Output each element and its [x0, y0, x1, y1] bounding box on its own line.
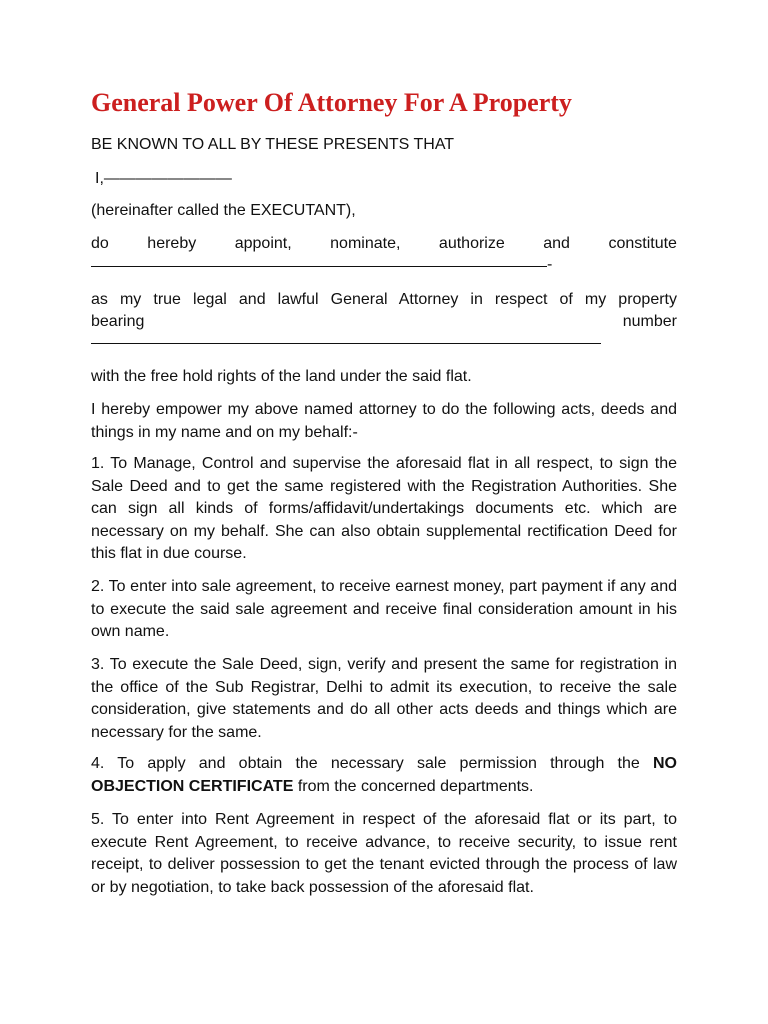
clause-3: 3. To execute the Sale Deed, sign, verify and present the same for registration in the office of the Sub Registrar, Delhi to admit its execution, to receive the sale consideration, give statements and do all other acts deeds and things which are necessary for the same. [91, 656, 677, 741]
appoint-word: constitute [608, 235, 677, 252]
blank-rule [91, 343, 601, 344]
appoint-word: appoint, [234, 235, 292, 252]
clause-5: 5. To enter into Rent Agreement in respect of the aforesaid flat or its part, to execute Rent Agreement, to receive advance, to receive security, to issue rent receipt, to deliver possession to get the tenant evicted through the process of law or by negotiation, to take back possession of the aforesaid flat. [91, 811, 677, 896]
property-number-blank [91, 343, 601, 344]
empower-paragraph: I hereby empower my above named attorney to do the following acts, deeds and things in my name and on my behalf:- [91, 401, 677, 441]
clause-2: 2. To enter into sale agreement, to receive earnest money, part payment if any and to execute the said sale agreement and receive final consideration amount in his own name. [91, 578, 677, 641]
number-word: number [622, 313, 677, 330]
appoint-word: nominate, [330, 235, 401, 252]
appoint-word: do [91, 235, 109, 252]
clause-4-text-end: from the concerned departments. [293, 777, 534, 795]
attorney-name-tail: - [547, 256, 553, 273]
appoint-word: and [543, 235, 570, 252]
bearing-word: bearing [91, 313, 145, 330]
blank-rule [91, 266, 547, 267]
attorney-line: as my true legal and lawful General Attorney in respect of my property [91, 291, 677, 308]
clause-4-bold: NO OBJECTION CERTIFICATE [91, 755, 677, 795]
clause-4-text: 4. To apply and obtain the necessary sale permission through the [91, 755, 653, 772]
appoint-line [91, 233, 677, 256]
hereinafter-line: (hereinafter called the EXECUTANT), [91, 202, 356, 219]
clause-1: 1. To Manage, Control and supervise the aforesaid flat in all respect, to sign the Sale Deed and to get the same registered with the Registration Authorities. She can sign all kinds of forms/affidavit/undertakings documents etc. which are necessary on my behalf. She can also obtain supplemental rectification Deed for this flat in due course. [91, 455, 677, 563]
intro-line: BE KNOWN TO ALL BY THESE PRESENTS THAT [91, 136, 455, 153]
appoint-word: hereby [147, 235, 197, 252]
appoint-word: authorize [438, 235, 505, 252]
executant-name-line: I,———————— [95, 170, 232, 187]
document-title: General Power Of Attorney For A Property [91, 88, 572, 117]
freehold-line: with the free hold rights of the land under the said flat. [91, 368, 472, 385]
bearing-line [91, 311, 677, 334]
attorney-name-blank [91, 266, 547, 267]
clause-4 [91, 753, 677, 798]
